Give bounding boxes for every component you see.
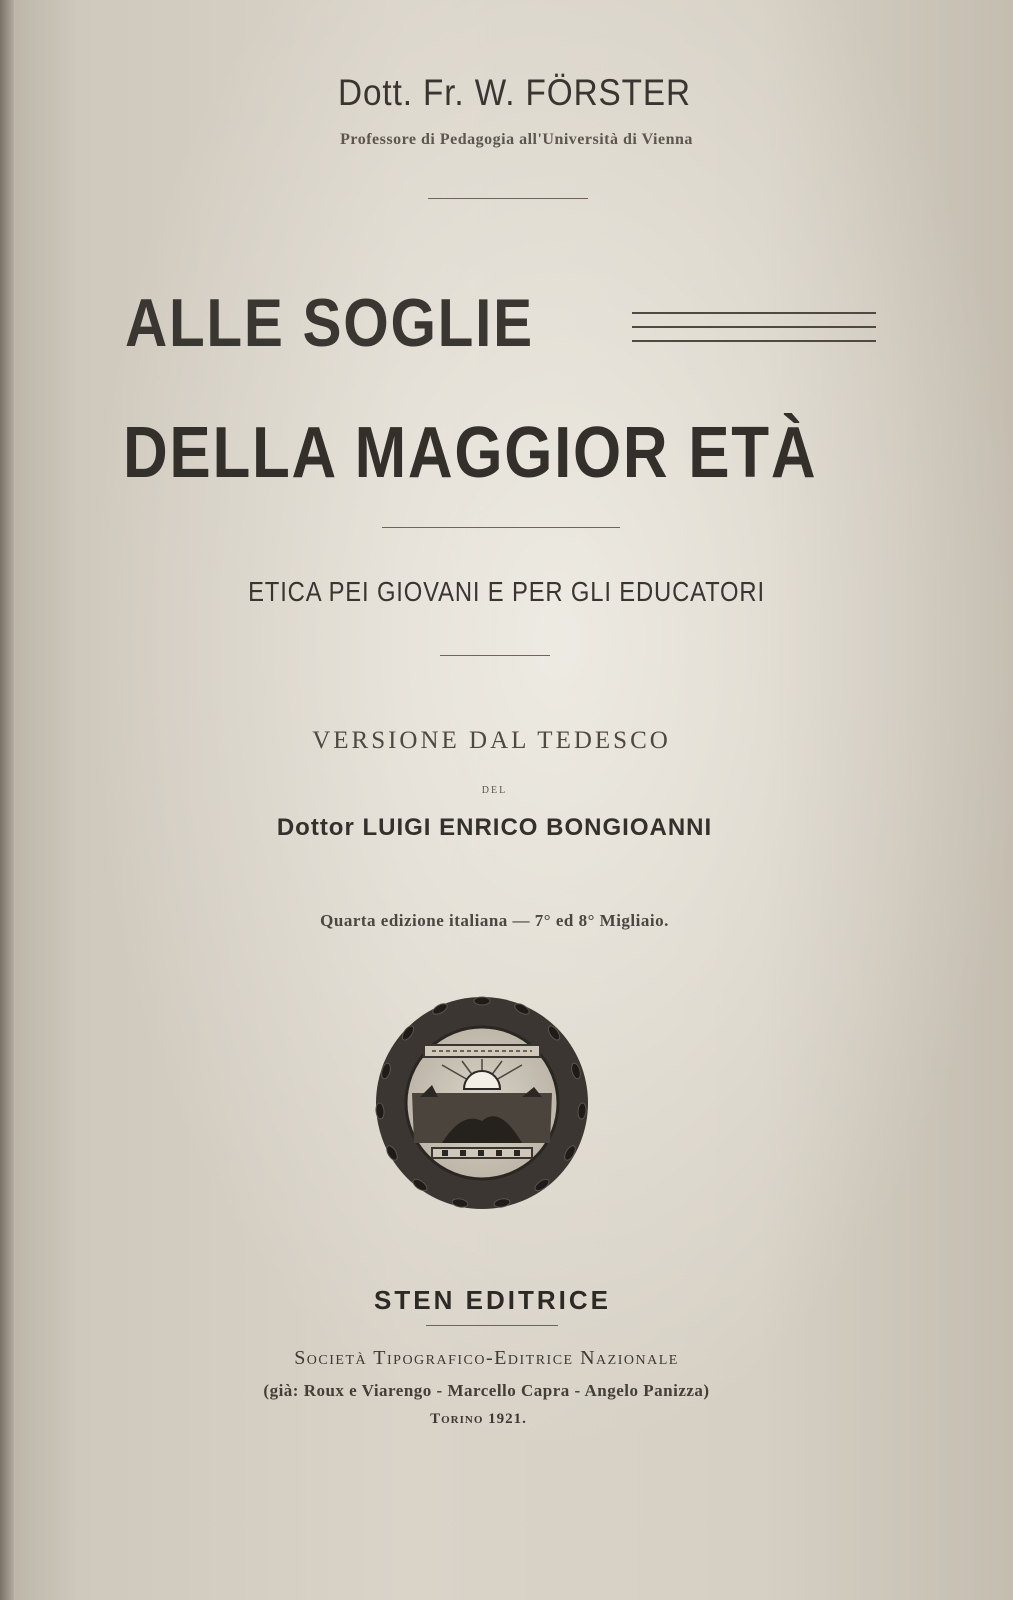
publisher-name: STEN EDITRICE — [374, 1285, 611, 1315]
publisher-seal-wreath-icon — [372, 993, 592, 1213]
title-line-2: DELLA MAGGIOR ETÀ — [123, 413, 818, 493]
translator-name: Dottor LUIGI ENRICO BONGIOANNI — [276, 814, 713, 841]
publisher-society: Società Tipografico-Editrice Nazionale — [294, 1347, 679, 1369]
publisher-former-names: (già: Roux e Viarengo - Marcello Capra - Angelo Panizza) — [263, 1381, 710, 1400]
translation-note: VERSIONE DAL TEDESCO — [312, 727, 671, 754]
author-name: Dott. Fr. W. FÖRSTER — [338, 72, 691, 113]
decorative-triple-rule — [632, 312, 876, 354]
divider-rule — [428, 198, 588, 199]
publication-place-year: Torino 1921. — [430, 1411, 527, 1427]
subtitle: ETICA PEI GIOVANI E PER GLI EDUCATORI — [248, 576, 765, 607]
translation-preposition: DEL — [481, 785, 508, 796]
divider-rule — [440, 655, 550, 656]
title-line-1: ALLE SOGLIE — [125, 285, 534, 361]
author-affiliation: Professore di Pedagogia all'Università di Vienna — [340, 131, 693, 148]
divider-rule — [382, 527, 620, 528]
divider-rule — [426, 1325, 558, 1326]
edition-note: Quarta edizione italiana — 7° ed 8° Migliaio. — [320, 911, 669, 930]
